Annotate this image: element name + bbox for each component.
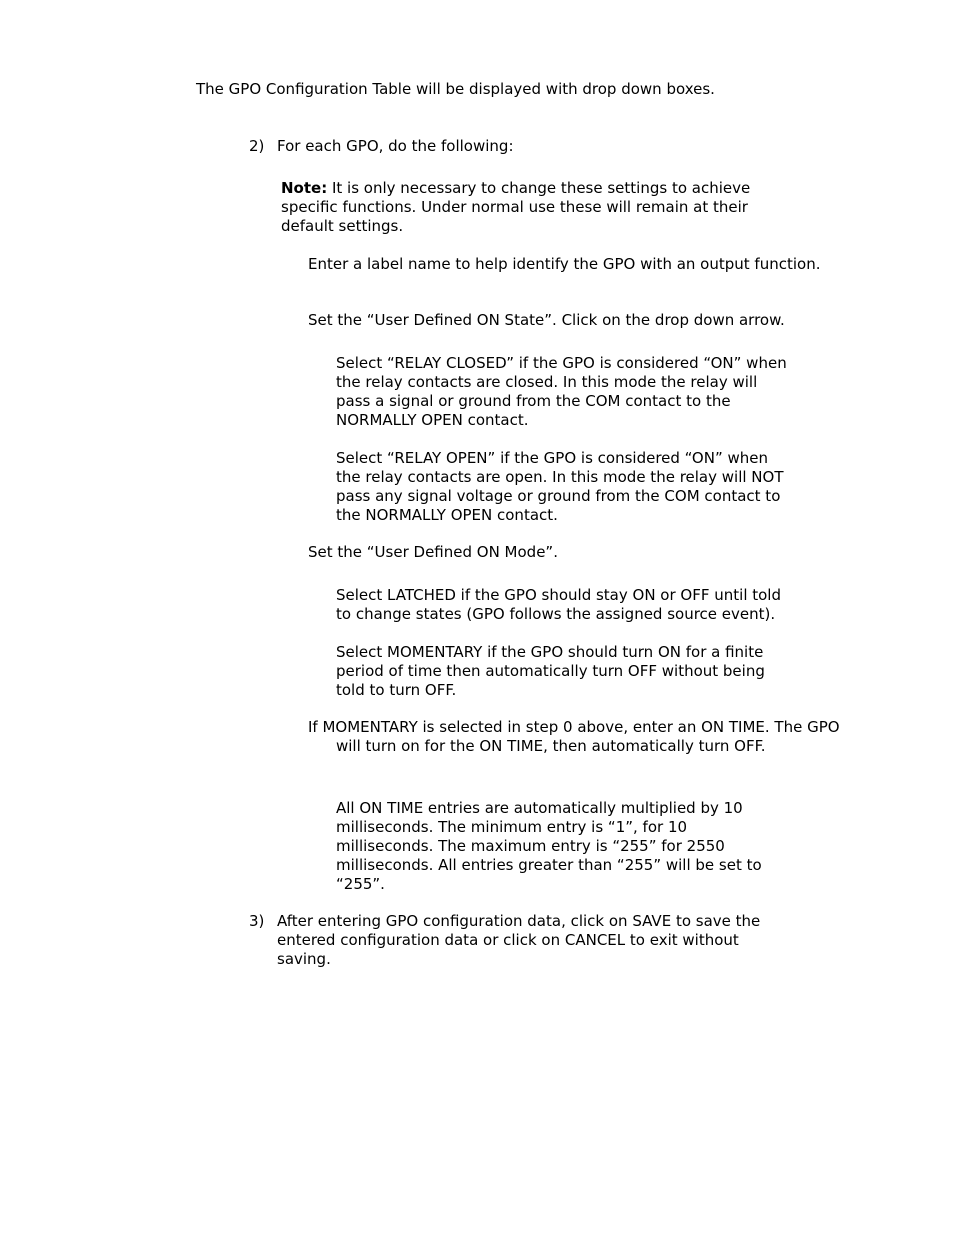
item-relay-open: Select “RELAY OPEN” if the GPO is considered “ON” when the relay contacts are open. In this mode the relay will NOT pass any signal voltage or ground from the COM contact to the NORMALLY OPEN contact. [336,449,784,524]
intro-paragraph: The GPO Configuration Table will be displayed with drop down boxes. [196,80,715,98]
item-momentary: Select MOMENTARY if the GPO should turn ON for a finite period of time then automatically turn OFF without being told to turn OFF. [336,643,765,699]
note-paragraph [281,179,801,236]
step-3-number: 3) [249,912,265,930]
step-3-text: After entering GPO configuration data, click on SAVE to save the entered configuration data or click on CANCEL to exit without saving. [277,912,761,968]
item-on-time-note: All ON TIME entries are automatically multiplied by 10 milliseconds. The minimum entry is “1”, for 10 milliseconds. The maximum entry is “255” for 2550 milliseconds. All entries greater than “255” will be set to “255”. [336,799,762,893]
item-on-state: Set the “User Defined ON State”. Click on the drop down arrow. [308,311,785,329]
item-relay-closed: Select “RELAY CLOSED” if the GPO is considered “ON” when the relay contacts are closed. In this mode the relay will pass a signal or ground from the COM contact to the NORMALLY OPEN contact. [336,354,787,429]
item-label-name: Enter a label name to help identify the GPO with an output function. [308,255,821,273]
item-latched: Select LATCHED if the GPO should stay ON or OFF until told to change states (GPO follows the assigned source event). [336,586,781,623]
item-on-time: If MOMENTARY is selected in step 0 above, enter an ON TIME. The GPO will turn on for the ON TIME, then automatically turn OFF. [308,718,840,755]
step-2-text: For each GPO, do the following: [277,137,514,155]
note-text: It is only necessary to change these settings to achieve specific functions. Under normal use these will remain at their default settings. [281,179,751,235]
step-2-number: 2) [249,137,265,155]
item-on-mode: Set the “User Defined ON Mode”. [308,543,558,561]
note-label: Note: [281,179,328,197]
